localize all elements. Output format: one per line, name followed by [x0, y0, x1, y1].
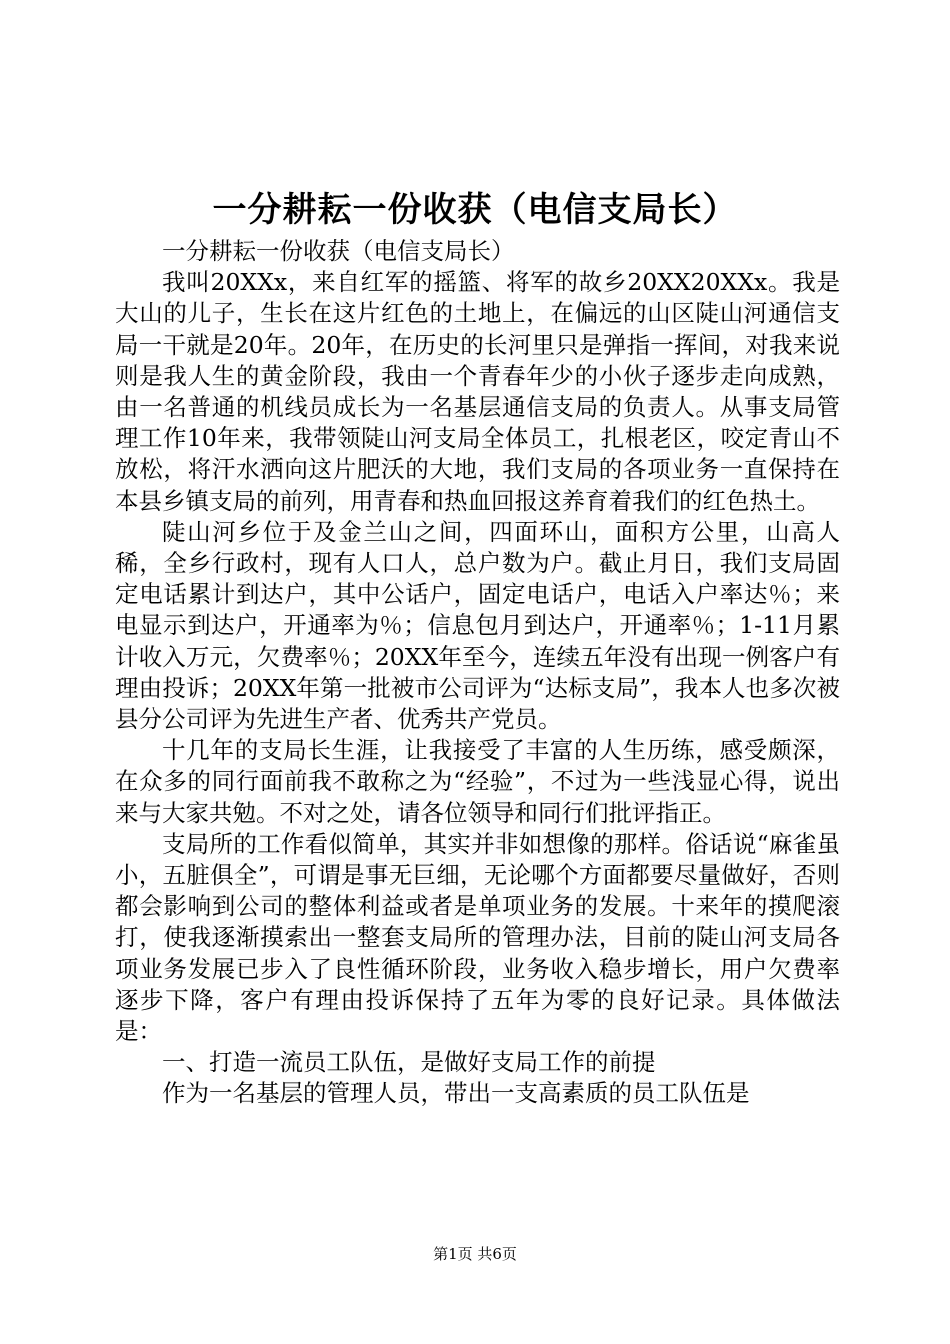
section-heading: 一、打造一流员工队伍，是做好支局工作的前提 [162, 1048, 656, 1077]
paragraph-subtitle: 一分耕耘一份收获（电信支局长） [162, 237, 515, 265]
document-body [115, 236, 840, 1110]
paragraph: 陡山河乡位于及金兰山之间，四面环山，面积方公里，山高人稀，全乡行政村，现有人口人，总户数为户。截止月日，我们支局固定电话累计到达户，其中公话户，固定电话户，电话入户率达％；来电显示到达户，开通率为％；信息包月到达户，开通率％；1-11月累计收入万元，欠费率％；20XX年至今，连续五年没有出现一例客户有理由投诉；20XX年第一批被市公司评为“达标支局”，我本人也多次被县分公司评为先进生产者、优秀共产党员。 [115, 517, 840, 734]
paragraph: 我叫20XXx，来自红军的摇篮、将军的故乡20XX20XXx。我是大山的儿子，生长在这片红色的土地上，在偏远的山区陡山河通信支局一干就是20年。20年，在历史的长河里只是弹指一挥间，对我来说则是我人生的黄金阶段，我由一个青春年少的小伙子逐步走向成熟，由一名普通的机线员成长为一名基层通信支局的负责人。从事支局管理工作10年来，我带领陡山河支局全体员工，扎根老区，咬定青山不放松，将汗水洒向这片肥沃的大地，我们支局的各项业务一直保持在本县乡镇支局的前列，用青春和热血回报这养育着我们的红色热土。 [115, 268, 840, 515]
page-footer: 第1页 共6页 [433, 1245, 517, 1263]
document-title: 一分耕耘一份收获（电信支局长） [212, 190, 738, 230]
paragraph: 支局所的工作看似简单，其实并非如想像的那样。俗话说“麻雀虽小，五脏俱全”，可谓是事无巨细，无论哪个方面都要尽量做好，否则都会影响到公司的整体利益或者是单项业务的发展。十来年的摸爬滚打，使我逐渐摸索出一整套支局所的管理办法，目前的陡山河支局各项业务发展已步入了良性循环阶段，业务收入稳步增长，用户欠费率逐步下降，客户有理由投诉保持了五年为零的良好记录。具体做法是： [115, 829, 840, 1046]
paragraph: 十几年的支局长生涯，让我接受了丰富的人生历练，感受颇深，在众多的同行面前我不敢称之为“经验”，不过为一些浅显心得，说出来与大家共勉。不对之处，请各位领导和同行们批评指正。 [115, 736, 840, 827]
paragraph: 作为一名基层的管理人员，带出一支高素质的员工队伍是 [162, 1079, 750, 1108]
